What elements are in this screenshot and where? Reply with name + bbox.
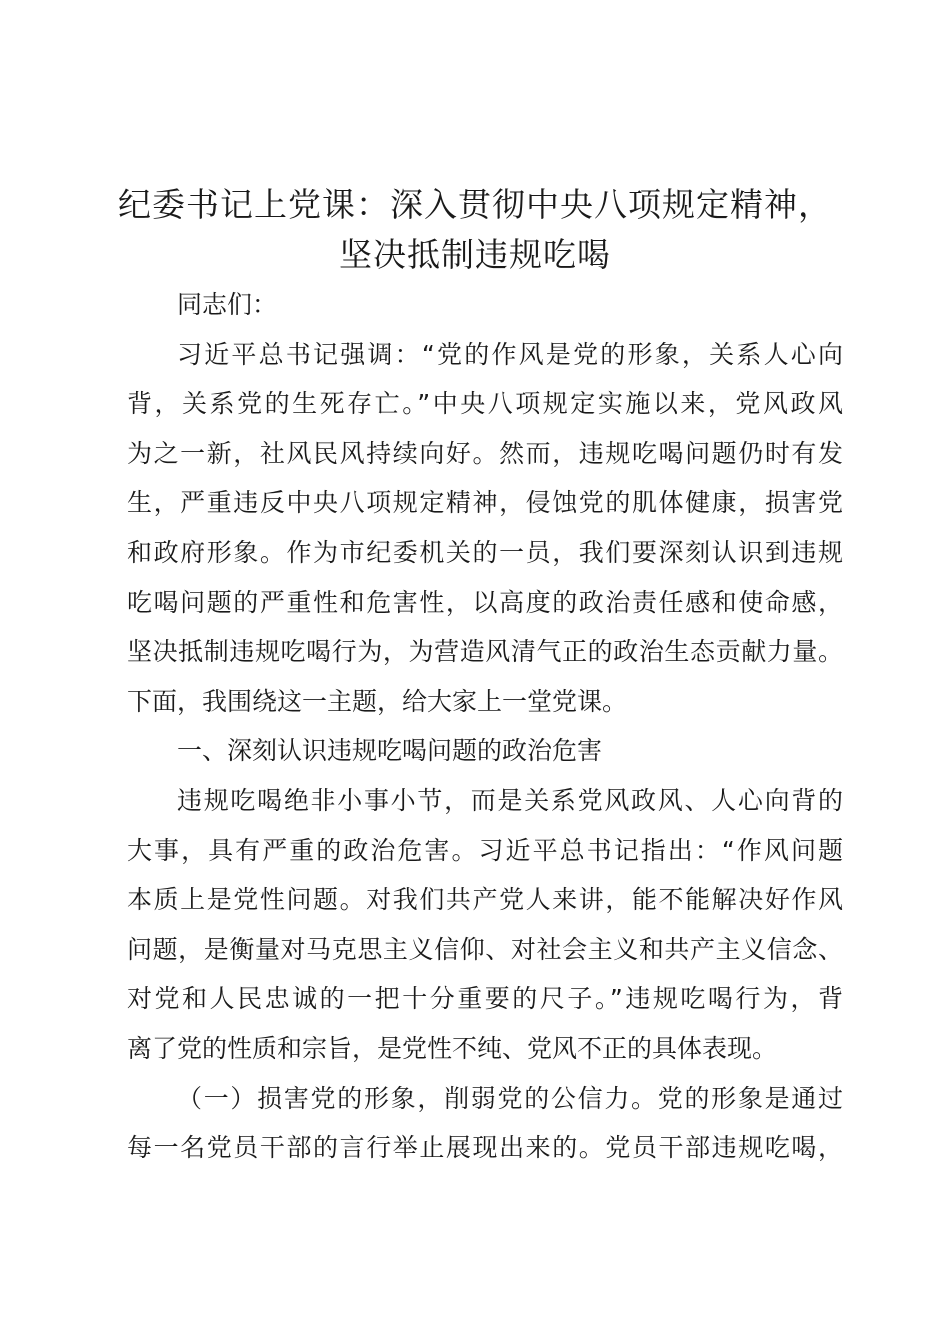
paragraph-line: 大事，具有严重的政治危害。习近平总书记指出：“作风问题: [127, 835, 843, 865]
paragraph-line: 离了党的性质和宗旨，是党性不纯、党风不正的具体表现。: [127, 1033, 778, 1063]
paragraph-line: 本质上是党性问题。对我们共产党人来讲，能不能解决好作风: [127, 885, 843, 915]
paragraph-line: 问题，是衡量对马克思主义信仰、对社会主义和共产主义信念、: [127, 934, 843, 964]
section-heading: 一、深刻认识违规吃喝问题的政治危害: [177, 736, 603, 766]
paragraph-line: 违规吃喝绝非小事小节，而是关系党风政风、人心向背的: [177, 785, 843, 815]
paragraph-line: 和政府形象。作为市纪委机关的一员，我们要深刻认识到违规: [127, 537, 843, 567]
paragraph-line: 对党和人民忠诚的一把十分重要的尺子。”违规吃喝行为，背: [127, 984, 843, 1014]
paragraph-line: 坚决抵制违规吃喝行为，为营造风清气正的政治生态贡献力量。: [127, 637, 843, 667]
paragraph-line: 背，关系党的生死存亡。”中央八项规定实施以来，党风政风: [127, 389, 843, 419]
paragraph-line: 生，严重违反中央八项规定精神，侵蚀党的肌体健康，损害党: [127, 488, 843, 518]
paragraph-line: 每一名党员干部的言行举止展现出来的。党员干部违规吃喝，: [127, 1133, 843, 1163]
document-title: [100, 180, 850, 280]
title-line: 坚决抵制违规吃喝: [339, 235, 611, 274]
paragraph-line: 下面，我围绕这一主题，给大家上一堂党课。: [127, 686, 628, 716]
document-body: [127, 280, 843, 1173]
paragraph-line: 习近平总书记强调：“党的作风是党的形象，关系人心向: [177, 339, 843, 369]
paragraph-line: 为之一新，社风民风持续向好。然而，违规吃喝问题仍时有发: [127, 438, 843, 468]
title-line: 纪委书记上党课：深入贯彻中央八项规定精神，: [118, 185, 832, 224]
salutation: 同志们：: [177, 290, 278, 319]
paragraph-line: 吃喝问题的严重性和危害性，以高度的政治责任感和使命感，: [127, 587, 843, 617]
paragraph-line: （一）损害党的形象，削弱党的公信力。党的形象是通过: [177, 1083, 843, 1113]
